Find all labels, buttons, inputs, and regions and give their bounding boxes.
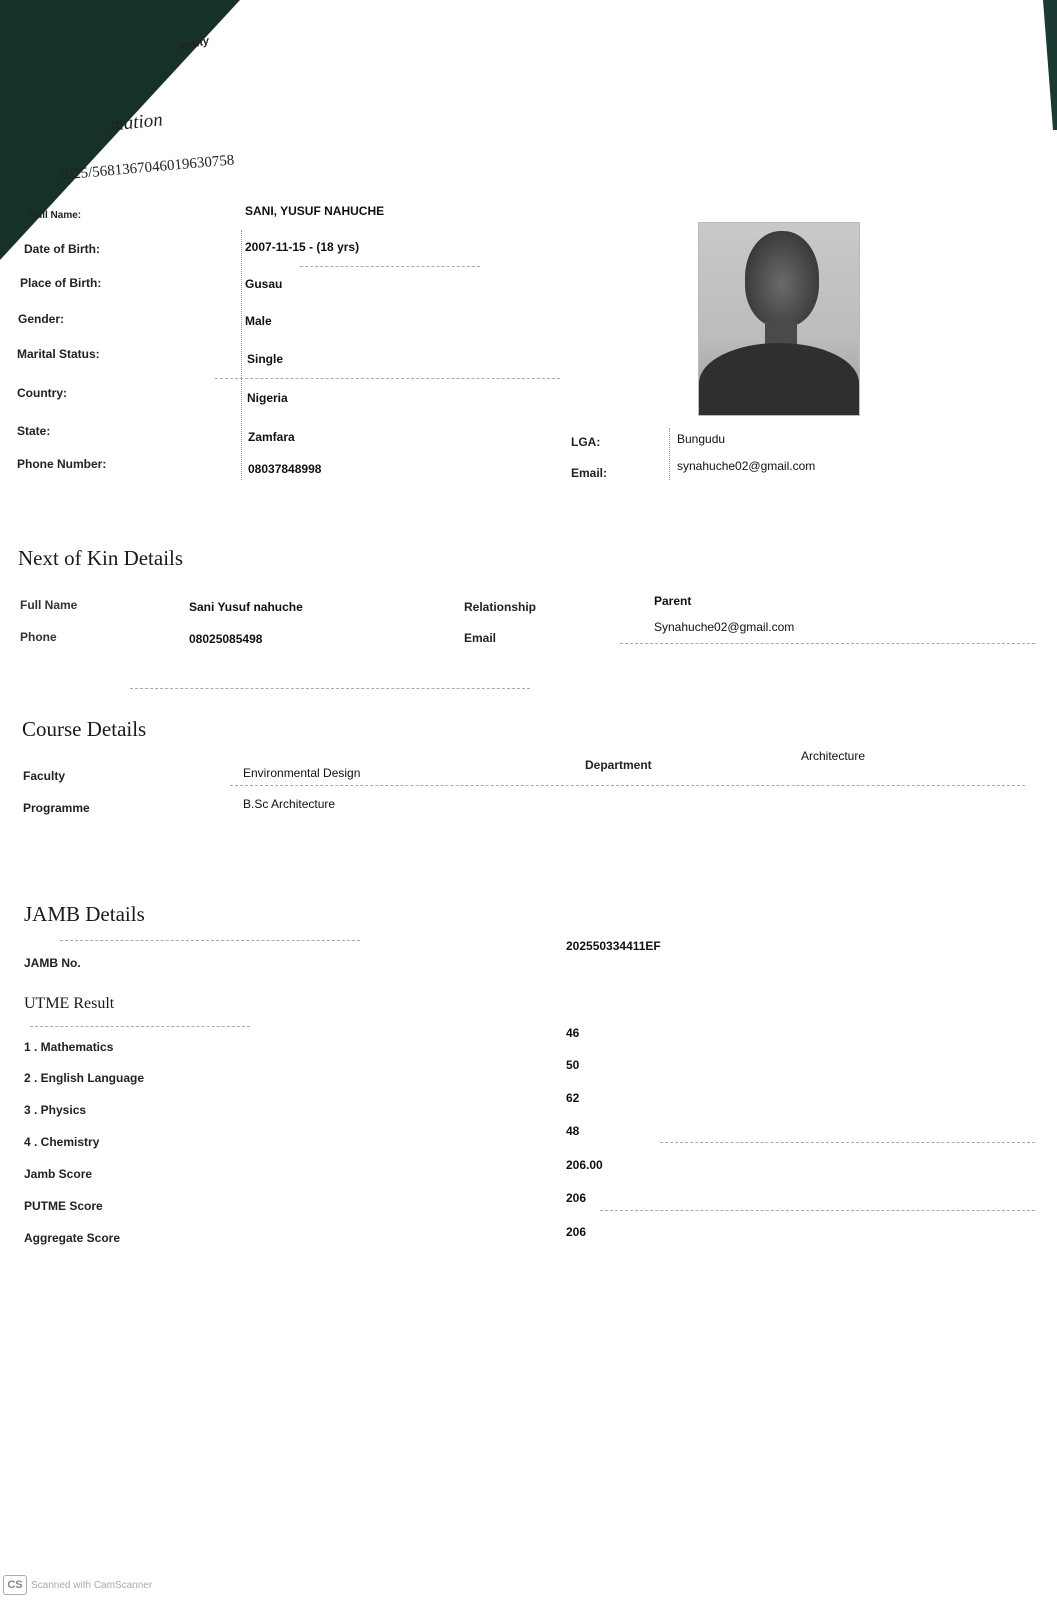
course-details-heading: Course Details [22, 717, 147, 741]
passport-photo [698, 222, 860, 416]
separator [600, 1210, 1035, 1211]
gender-label: Gender: [18, 312, 65, 326]
programme-label: Programme [23, 801, 90, 815]
place-of-birth-value: Gusau [245, 277, 283, 291]
separator [215, 378, 560, 379]
nok-email-label: Email [464, 631, 497, 645]
photo-body [699, 343, 859, 416]
separator [660, 1142, 1035, 1143]
nok-full-name-value: Sani Yusuf nahuche [189, 600, 303, 614]
nok-email-value: Synahuche02@gmail.com [654, 620, 795, 634]
personal-section-title-fragment: mation [108, 109, 164, 136]
subject-label: 2 . English Language [24, 1071, 145, 1085]
marital-status-label: Marital Status: [17, 347, 100, 361]
phone-number-value: 08037848998 [248, 462, 322, 476]
state-label: State: [17, 424, 51, 438]
full-name-value: SANI, YUSUF NAHUCHE [245, 204, 385, 218]
subject-score: 50 [566, 1058, 580, 1072]
nok-relationship-value: Parent [654, 594, 692, 608]
jamb-details-heading: JAMB Details [24, 902, 145, 926]
next-of-kin-heading: Next of Kin Details [18, 546, 184, 570]
faculty-value: Environmental Design [243, 766, 361, 780]
full-name-label: Full Name: [30, 210, 82, 221]
separator [230, 785, 1025, 786]
country-label: Country: [17, 386, 67, 400]
subject-score: 62 [566, 1091, 580, 1105]
camscanner-watermark [3, 1575, 152, 1595]
phone-number-label: Phone Number: [17, 457, 107, 471]
nok-full-name-label: Full Name [20, 598, 78, 612]
camscanner-logo: CS [3, 1575, 27, 1595]
jamb-number-value: 202550334411EF [566, 939, 661, 953]
department-label: Department [585, 758, 652, 772]
jamb-score-value: 206.00 [566, 1158, 603, 1172]
column-divider [669, 428, 670, 480]
jamb-score-label: Jamb Score [24, 1167, 93, 1181]
column-divider [241, 230, 242, 480]
dark-background-edge [1035, 0, 1057, 130]
subject-label: 1 . Mathematics [24, 1040, 114, 1054]
separator [60, 940, 360, 941]
university-name-fragment: ersity [179, 35, 211, 53]
country-value: Nigeria [247, 391, 288, 405]
email-label: Email: [571, 466, 608, 480]
lga-label: LGA: [571, 435, 601, 449]
separator [300, 266, 480, 267]
place-of-birth-label: Place of Birth: [20, 276, 102, 290]
camscanner-text: Scanned with CamScanner [31, 1579, 153, 1591]
gender-value: Male [245, 314, 272, 328]
email-value: synahuche02@gmail.com [677, 459, 816, 473]
application-number: 2025/5681367046019630758 [57, 152, 235, 184]
putme-score-value: 206 [566, 1191, 587, 1205]
lga-value: Bungudu [677, 432, 726, 446]
aggregate-score-value: 206 [566, 1225, 587, 1239]
dob-value: 2007-11-15 - (18 yrs) [245, 240, 360, 254]
subject-score: 48 [566, 1124, 580, 1138]
separator [620, 643, 1035, 644]
subject-score: 46 [566, 1026, 580, 1040]
separator [30, 1026, 250, 1027]
subject-label: 4 . Chemistry [24, 1135, 100, 1149]
utme-result-heading: UTME Result [24, 995, 115, 1012]
programme-value: B.Sc Architecture [243, 797, 336, 811]
faculty-label: Faculty [23, 769, 66, 783]
dob-label: Date of Birth: [24, 242, 100, 256]
separator [130, 688, 530, 689]
nok-phone-label: Phone [20, 630, 57, 644]
nok-phone-value: 08025085498 [189, 632, 263, 646]
jamb-number-label: JAMB No. [24, 956, 81, 970]
marital-status-value: Single [247, 352, 284, 366]
putme-score-label: PUTME Score [24, 1199, 103, 1213]
state-value: Zamfara [248, 430, 295, 444]
aggregate-score-label: Aggregate Score [24, 1231, 121, 1245]
photo-head [745, 231, 819, 327]
subject-label: 3 . Physics [24, 1103, 87, 1117]
nok-relationship-label: Relationship [464, 600, 537, 614]
department-value: Architecture [801, 749, 866, 763]
